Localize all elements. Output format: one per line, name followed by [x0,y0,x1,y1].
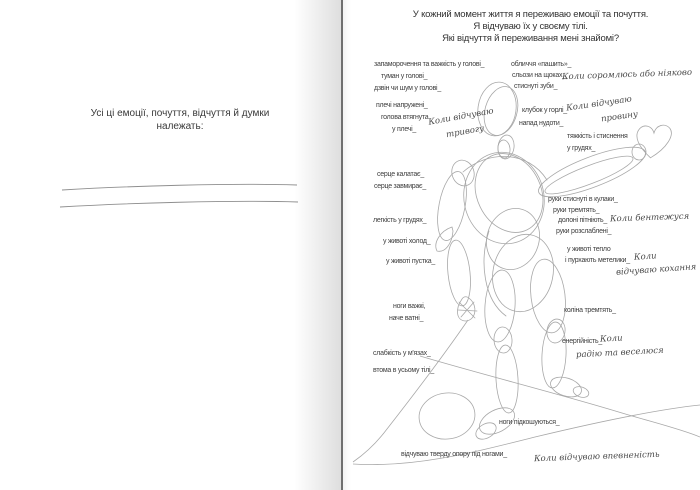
page-title [358,9,700,45]
body-label: у животі пустка_ [386,258,436,265]
body-label: руки стиснуті в кулаки_ [548,196,618,203]
body-label: запаморочення та важкість у голові_ [374,61,485,68]
body-label: ноги важкі, [393,303,426,310]
body-label: втома в усьому тілі_ [373,367,434,374]
handwritten-note: радію та веселюся [575,345,664,361]
body-label: сльози на щоках_ [512,72,566,79]
title-line: Які відчуття й переживання мені знайомі? [442,33,619,44]
hand-scribble [457,297,474,321]
body-label: у животі тепло [567,246,611,253]
body-label: напад нудоти_ [519,120,564,127]
spine-shadow-right [343,0,351,490]
body-label: у плечі_ [392,126,417,133]
body-label: наче ватні_ [389,315,424,322]
body-label: плечі напружені_ [376,102,428,109]
body-label: відчуваю тверду опору під ногами_ [401,451,507,458]
body-label: туман у голові_ [381,73,428,80]
body-label: обличчя «пашить»_ [511,61,572,68]
handwritten-note: провину [600,109,639,125]
ground-swirl [353,320,700,465]
writing-line [62,184,297,190]
body-label: руки розслаблені_ [556,228,612,235]
handwritten-note: Коли [633,251,657,263]
title-line: Я відчуваю їх у своєму тілі. [473,21,588,32]
writing-lines [60,184,298,207]
body-label: стиснуті зуби_ [514,83,558,90]
body-label: енергійність_ [562,338,602,345]
body-label: дзвін чи шум у голові_ [374,85,441,92]
handwritten-note: Коли [599,333,623,345]
handwritten-note: Коли відчуваю впевненість [533,449,660,465]
body-label: клубок у горлі_ [522,107,567,114]
body-label: серце калатає_ [377,171,424,178]
body-label: руки тремтять_ [553,207,600,214]
body-label: тяжкість і стиснення [567,133,628,140]
handwritten-note: Коли соромлюсь або ніяково [561,67,693,83]
body-label: серце завмирає_ [374,183,427,190]
body-label: у животі холод_ [383,238,431,245]
body-label: коліна тремтять_ [564,307,616,314]
prompt-line: Усі ці емоції, почуття, відчуття й думки [90,108,270,119]
body-label: легкість у грудях_ [373,217,427,224]
body-label: у грудях_ [567,145,596,152]
handwritten-note: тривогу [445,123,485,141]
handwritten-note: Коли відчуваю [427,106,495,128]
body-label: і пурхають метелики_ [565,257,630,264]
heart-icon [634,122,672,161]
handwritten-note: відчуваю кохання [615,262,697,278]
writing-line [60,201,298,207]
title-line: У кожний момент життя я переживаю емоції та почуття. [412,9,649,20]
handwritten-note: Коли бентежуся [609,211,690,225]
ownership-prompt [50,107,310,133]
handwritten-note: Коли відчуваю [565,94,633,114]
body-label: ноги підкошуються_ [499,419,560,426]
body-label: слабкість у м'язах_ [373,350,431,357]
spine-shadow [294,0,341,490]
prompt-line: належать: [156,121,204,132]
body-label: голова втягнута [381,114,429,121]
body-label: долоні пітніють_ [558,217,608,224]
